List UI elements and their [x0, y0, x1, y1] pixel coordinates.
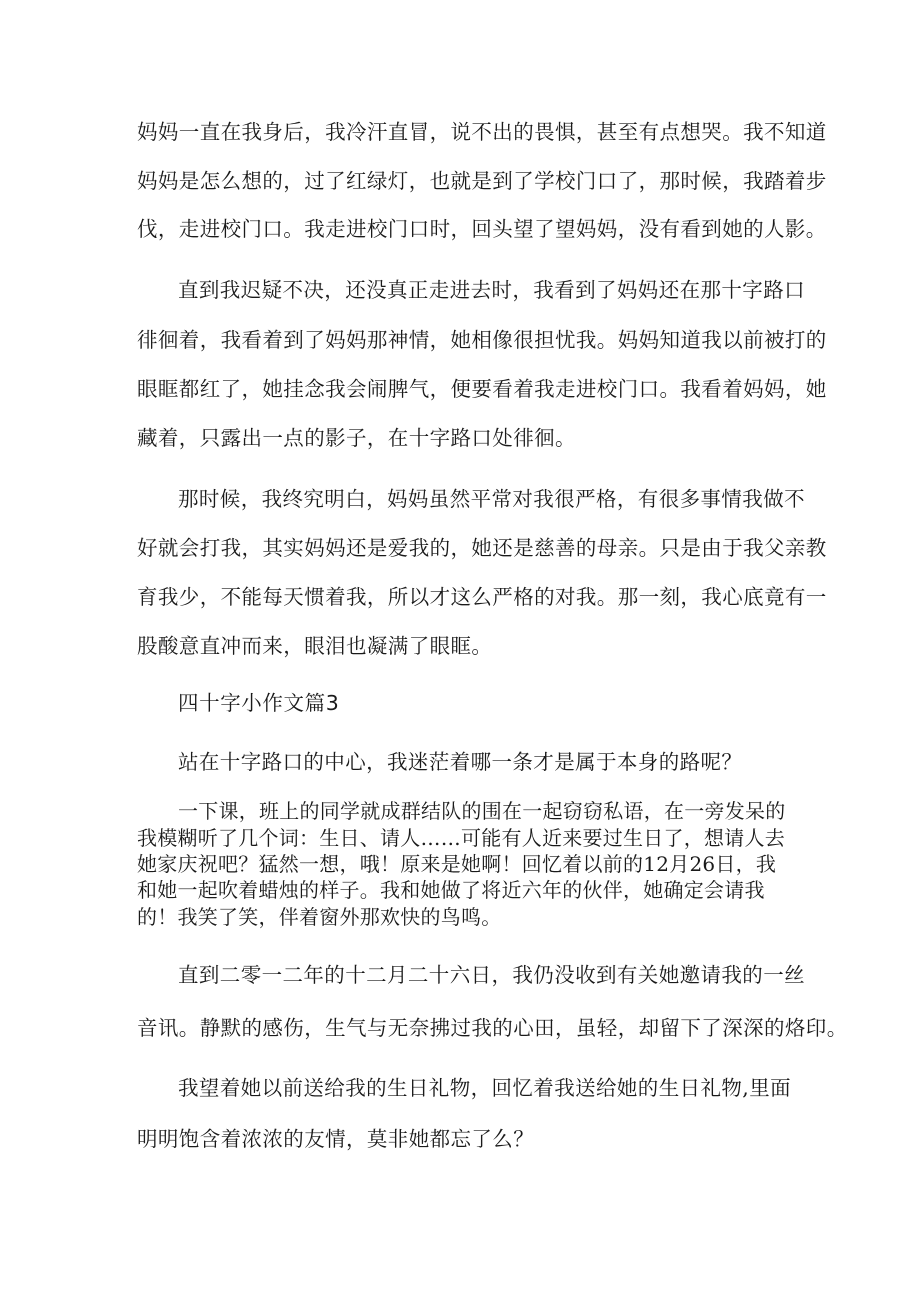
paragraph-5-line-4: 和她一起吹着蜡烛的样子。我和她做了将近六年的伙伴，她确定会请我	[137, 878, 765, 902]
paragraph-7-line-2: 明明饱含着浓浓的友情，莫非她都忘了么？	[137, 1127, 535, 1151]
paragraph-1-line-1: 妈妈一直在我身后，我冷汗直冒，说不出的畏惧，甚至有点想哭。我不知道	[137, 120, 827, 144]
paragraph-5-line-1: 一下课，班上的同学就成群结队的围在一起窃窃私语，在一旁发呆的	[178, 799, 786, 823]
paragraph-6-line-2: 音讯。静默的感伤，生气与无奈拂过我的心田，虽轻，却留下了深深的烙印。	[137, 1016, 848, 1040]
paragraph-2-line-3: 眼眶都红了，她挂念我会闹脾气，便要看着我走进校门口。我看着妈妈，她	[137, 377, 827, 401]
paragraph-7-line-1: 我望着她以前送给我的生日礼物，回忆着我送给她的生日礼物,里面	[178, 1076, 792, 1100]
paragraph-1-line-2: 妈妈是怎么想的，过了红绿灯，也就是到了学校门口了，那时候，我踏着步	[137, 169, 827, 193]
paragraph-1-line-3: 伐，走进校门口。我走进校门口时，回头望了望妈妈，没有看到她的人影。	[137, 217, 827, 241]
paragraph-5-line-5: 的！我笑了笑，伴着窗外那欢快的鸟鸣。	[137, 905, 502, 929]
paragraph-5-line-3: 她家庆祝吧？猛然一想，哦！原来是她啊！回忆着以前的12月26日，我	[137, 852, 777, 876]
paragraph-4-line-1: 站在十字路口的中心，我迷茫着哪一条才是属于本身的路呢？	[178, 750, 743, 774]
paragraph-6-line-1: 直到二零一二年的十二月二十六日，我仍没收到有关她邀请我的一丝	[178, 963, 805, 987]
paragraph-2-line-2: 徘徊着，我看着到了妈妈那神情，她相像很担忧我。妈妈知道我以前被打的	[137, 328, 827, 352]
paragraph-3-line-4: 股酸意直冲而来，眼泪也凝满了眼眶。	[137, 634, 493, 658]
paragraph-3-line-3: 育我少，不能每天惯着我，所以才这么严格的对我。那一刻，我心底竟有一	[137, 585, 827, 609]
paragraph-3-line-2: 好就会打我，其实妈妈还是爱我的，她还是慈善的母亲。只是由于我父亲教	[137, 536, 827, 560]
paragraph-2-line-1: 直到我迟疑不决，还没真正走进去时，我看到了妈妈还在那十字路口	[178, 278, 805, 302]
paragraph-5-line-2: 我模糊听了几个词：生日、请人……可能有人近来要过生日了，想请人去	[137, 826, 785, 850]
section-heading: 四十字小作文篇3	[178, 691, 340, 715]
paragraph-2-line-4: 藏着，只露出一点的影子，在十字路口处徘徊。	[137, 426, 576, 450]
paragraph-3-line-1: 那时候，我终究明白，妈妈虽然平常对我很严格，有很多事情我做不	[178, 487, 805, 511]
